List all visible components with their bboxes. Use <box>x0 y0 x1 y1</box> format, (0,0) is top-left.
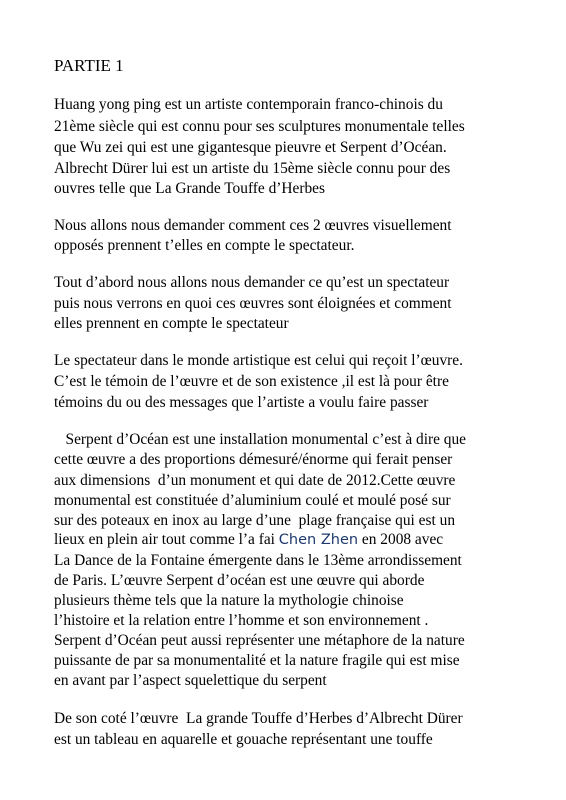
paragraph-5-line-6 <box>54 531 443 549</box>
paragraph-5-line-13: en avant par l’aspect squelettique du serpent <box>54 672 327 689</box>
paragraph-1-line-1: Huang yong ping est un artiste contemporain franco-chinois du <box>54 96 443 113</box>
line-text-after: en 2008 avec <box>358 531 444 548</box>
paragraph-3-line-3: elles prennent en compte le spectateur <box>54 315 289 332</box>
section-heading: PARTIE 1 <box>54 56 124 75</box>
paragraph-5-line-10: l’histoire et la relation entre l’homme et son environnement . <box>54 612 429 629</box>
paragraph-5-line-8: de Paris. L’œuvre Serpent d’océan est une œuvre qui aborde <box>54 572 425 589</box>
paragraph-4-line-1: Le spectateur dans le monde artistique est celui qui reçoit l’œuvre. <box>54 352 463 369</box>
paragraph-4-line-3: témoins du ou des messages que l’artiste a voulu faire passer <box>54 394 429 411</box>
paragraph-1-line-4: Albrecht Dürer lui est un artiste du 15ème siècle connu pour des <box>54 160 451 177</box>
paragraph-5-line-1: Serpent d’Océan est une installation monumental c’est à dire que <box>54 431 466 448</box>
line-text-before: lieux en plein air tout comme l’a fai <box>54 531 279 548</box>
paragraph-1-line-5: ouvres telle que La Grande Touffe d’Herbes <box>54 180 326 197</box>
paragraph-5-line-12: puissante de par sa monumentalité et la nature fragile qui est mise <box>54 652 460 669</box>
paragraph-5-line-5: sur des poteaux en inox au large d’une plage française qui est un <box>54 512 456 529</box>
paragraph-2-line-2: opposés prennent t’elles en compte le spectateur. <box>54 237 355 254</box>
paragraph-5-line-11: Serpent d’Océan peut aussi représenter une métaphore de la nature <box>54 632 465 649</box>
highlighted-name: Chen Zhen <box>278 532 359 548</box>
paragraph-5-line-9: plusieurs thème tels que la nature la mythologie chinoise <box>54 592 404 609</box>
paragraph-6-line-2: est un tableau en aquarelle et gouache représentant une touffe <box>54 731 433 748</box>
paragraph-5-line-4: monumental est constituée d’aluminium coulé et moulé posé sur <box>54 492 451 509</box>
paragraph-5-line-3: aux dimensions d’un monument et qui date de 2012.Cette œuvre <box>54 472 456 489</box>
paragraph-1-line-2: 21ème siècle qui est connu pour ses sculptures monumentale telles <box>54 118 465 135</box>
paragraph-5-line-2: cette œuvre a des proportions démesuré/énorme qui ferait penser <box>54 451 453 468</box>
paragraph-1-line-3: que Wu zei qui est une gigantesque pieuvre et Serpent d’Océan. <box>54 139 447 156</box>
paragraph-2-line-1: Nous allons nous demander comment ces 2 œuvres visuellement <box>54 217 452 234</box>
paragraph-5-line-7: La Dance de la Fontaine émergente dans le 13ème arrondissement <box>54 552 462 569</box>
paragraph-3-line-2: puis nous verrons en quoi ces œuvres sont éloignées et comment <box>54 295 452 312</box>
paragraph-3-line-1: Tout d’abord nous allons nous demander ce qu’est un spectateur <box>54 274 450 291</box>
paragraph-4-line-2: C’est le témoin de l’œuvre et de son existence ,il est là pour être <box>54 373 449 390</box>
paragraph-6-line-1: De son coté l’œuvre La grande Touffe d’Herbes d’Albrecht Dürer <box>54 710 463 727</box>
